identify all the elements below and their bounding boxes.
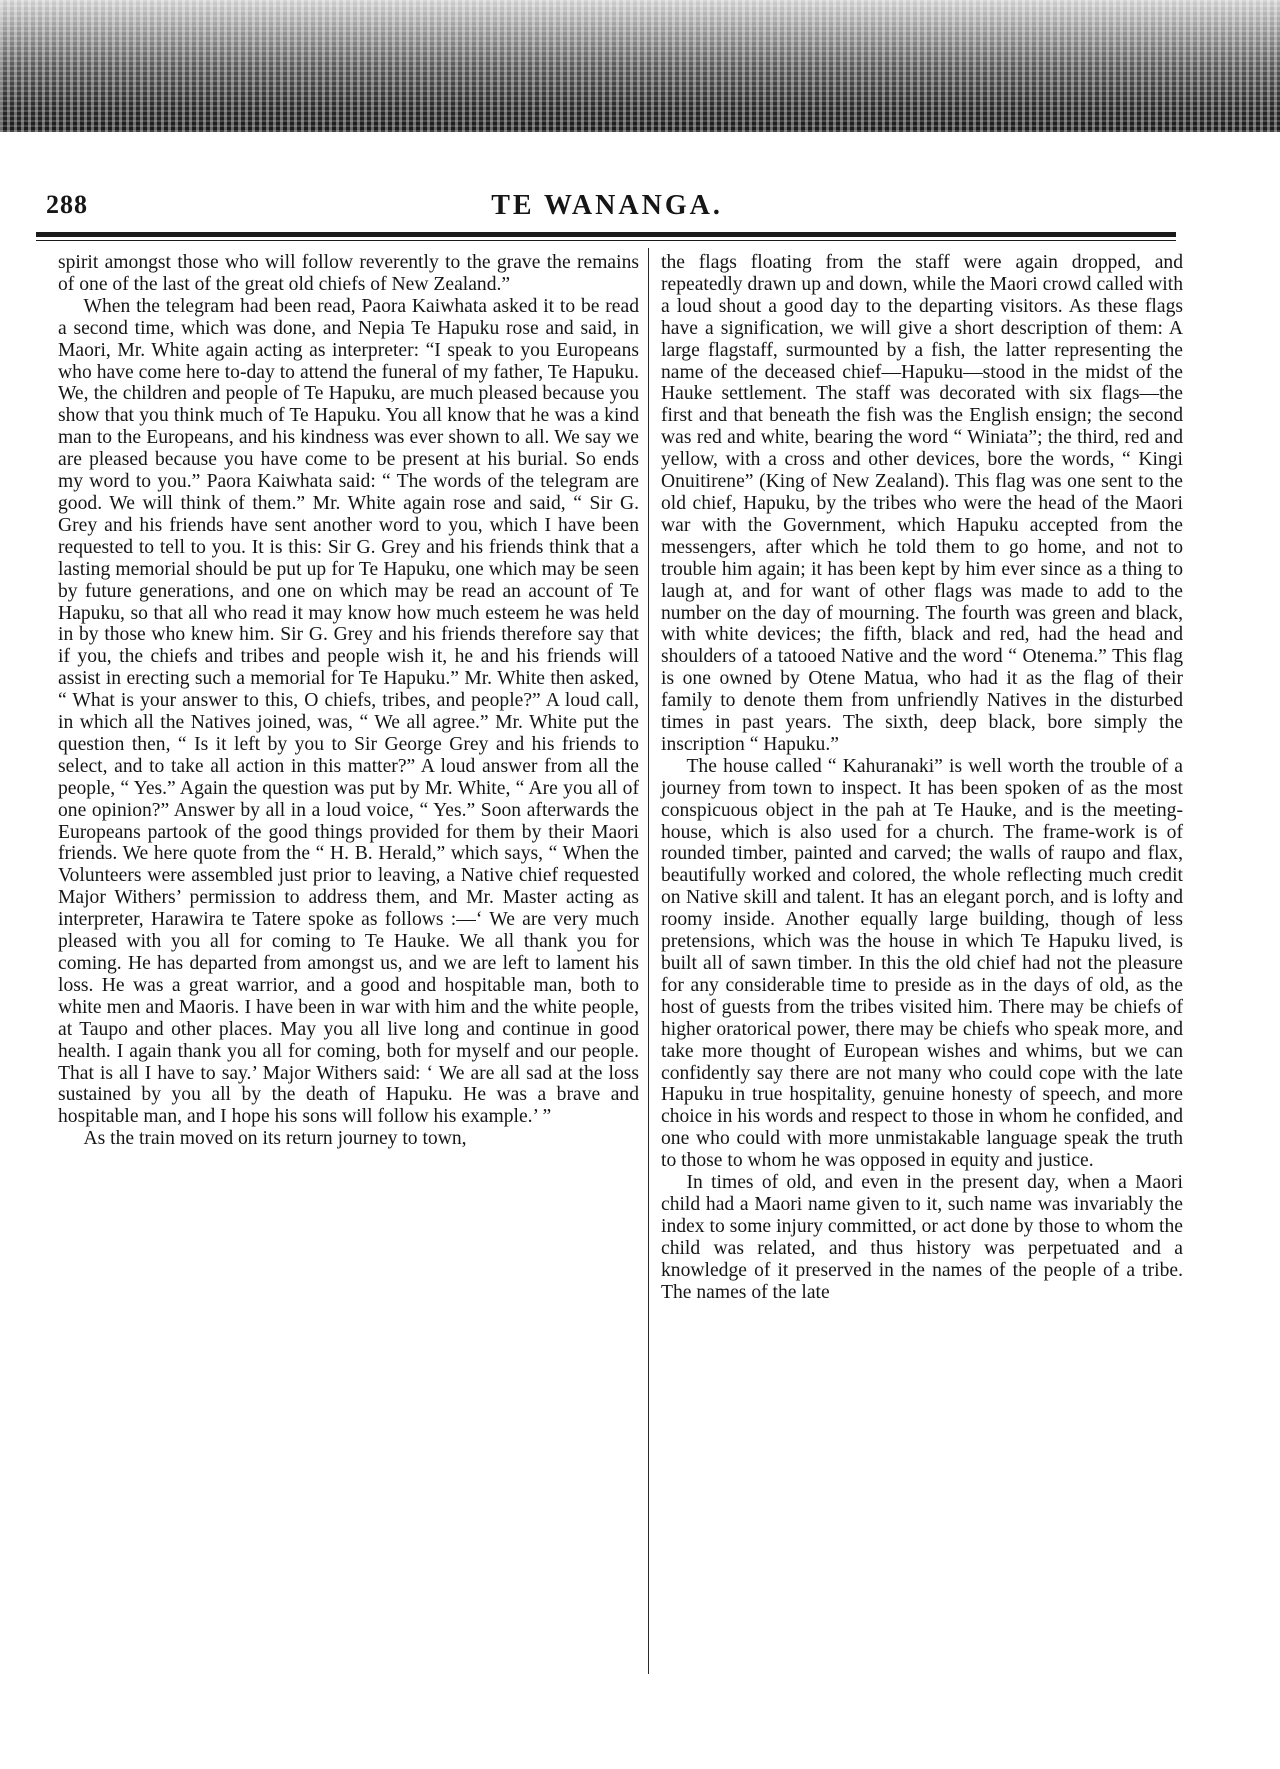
right-paragraph-names: In times of old, and even in the present day, when a Maori child had a Maori name given to it, such name was invariably the index to some injury committed, or act done by those to whom the child was related, and thus history was perpetuated and a knowledge of it preserved in the names of the people of a tribe. The names of the late	[661, 1172, 1183, 1303]
scan-border-band	[0, 0, 1280, 132]
header-rule-thick	[36, 232, 1176, 237]
column-divider	[648, 248, 649, 1674]
left-paragraph-speeches: When the telegram had been read, Paora Kaiwhata asked it to be read a second time, which was done, and Nepia Te Hapuku rose and said, in Maori, Mr. White again acting as interpreter: “I speak to you Europeans who have come here to-day to attend the funeral of my father, Te Hapuku. We, the children and people of Te Hapuku, are much pleased because you show that you think much of Te Hapuku. You all know that he was a kind man to the Europeans, and his kindness was ever shown to all. We say we are pleased because you have come to be present at his burial. So ends my word to you.” Paora Kaiwhata said: “ The words of the telegram are good. We will think of them.” Mr. White again rose and said, “ Sir G. Grey and his friends have sent another word to you, which I have been requested to tell to you. It is this: Sir G. Grey and his friends think that a lasting memorial should be put up for Te Hapuku, one which may be seen by future generations, and one on which may be read an account of Te Hapuku, so that all who read it may know how much esteem he was held in by those who knew him. Sir G. Grey and his friends therefore say that if you, the chiefs and tribes and people wish it, he and his friends will assist in erecting such a memorial for Te Hapuku.” Mr. White then asked, “ What is your answer to this, O chiefs, tribes, and people?” A loud call, in which all the Natives joined, was, “ We all agree.” Mr. White put the question then, “ Is it left by you to Sir George Grey and his friends to select, and to take all action in this matter?” A loud answer from all the people, “ Yes.” Again the question was put by Mr. White, “ Are you all of one opinion?” Answer by all in a loud voice, “ Yes.” Soon afterwards the Europeans partook of the good things provided for them by their Maori friends. We here quote from the “ H. B. Herald,” which says, “ When the Volunteers were assembled just prior to leaving, a Native chief requested Major Withers’ permission to address them, and Mr. Master acting as interpreter, Harawira te Tatere spoke as follows :—‘ We are very much pleased with you all for coming to Te Hauke. We all thank you for coming. He has departed from amongst us, and we are left to lament his loss. He was a great warrior, and a good and hospitable man, both to white men and Maoris. I have been in war with him and the white people, at Taupo and other places. May you all live long and continue in good health. I again thank you all for coming, both for myself and our people. That is all I have to say.’ Major Withers said: ‘ We are all sad at the loss sustained by you all by the death of Hapuku. He was a brave and hospitable man, and I hope his sons will follow his example.’ ”	[58, 295, 639, 1128]
right-paragraph-flags: the flags floating from the staff were again dropped, and repeatedly drawn up and down, while the Maori crowd called with a loud shout a good day to the departing visitors. As these flags have a signification, we will give a short description of them: A large flagstaff, surmounted by a fish, the latter representing the name of the deceased chief—Hapuku—stood in the midst of the Hauke settlement. The staff was decorated with six flags—the first and that beneath the fish was the English ensign; the second was red and white, bearing the word “ Winiata”; the third, red and yellow, with a cross and other devices, bore the words, “ Kingi Onuitirene” (King of New Zealand). This flag was one sent to the old chief, Hapuku, by the tribes who were the head of the Maori war with the Government, which Hapuku accepted from the messengers, after which he told them to go home, and not to trouble him again; it has been kept by him ever since as a thing to laugh at, and for want of other flags was made to add to the number on the day of mourning. The fourth was green and black, with white devices; the fifth, black and red, had the head and shoulders of a tatooed Native and the word “ Otenema.” This flag is one owned by Otene Matua, who had it as the flag of their family to denote them from unfriendly Natives in the disturbed times in past years. The sixth, deep black, bore simply the inscription “ Hapuku.”	[661, 252, 1183, 755]
running-title: TE WANANGA.	[491, 190, 723, 221]
right-column	[661, 252, 1183, 1304]
left-paragraph-continuation: spirit amongst those who will follow reverently to the grave the remains of one of the last of the great old chiefs of New Zealand.”	[58, 252, 639, 295]
left-paragraph-train: As the train moved on its return journey to town,	[83, 1128, 467, 1150]
right-paragraph-house: The house called “ Kahuranaki” is well worth the trouble of a journey from town to inspect. It has been spoken of as the most conspicuous object in the pah at Te Hauke, and is the meeting-house, which is also used for a church. The frame-work is of rounded timber, painted and carved; the walls of raupo and flax, beautifully worked and colored, the whole reflecting much credit on Native skill and talent. It has an elegant porch, and is lofty and roomy inside. Another equally large building, though of less pretensions, which was the house in which Te Hapuku lived, is built all of sawn timber. In this the old chief had not the pleasure for any considerable time to preside as in the days of old, as the host of guests from the tribes visited him. There may be chiefs of higher oratorical power, there may be chiefs who speak more, and take more thought of European wishes and whims, but we can confidently say there are not many who could cope with the late Hapuku in true hospitality, genuine honesty of speech, and more choice in his words and respect to those in whom he confided, and one who could with more unmistakable language speak the truth to those to whom he was opposed in equity and justice.	[661, 755, 1183, 1172]
left-column	[58, 252, 639, 1150]
page-header	[40, 190, 1174, 226]
header-rule-thin	[36, 240, 1176, 241]
page-number: 288	[46, 190, 88, 219]
